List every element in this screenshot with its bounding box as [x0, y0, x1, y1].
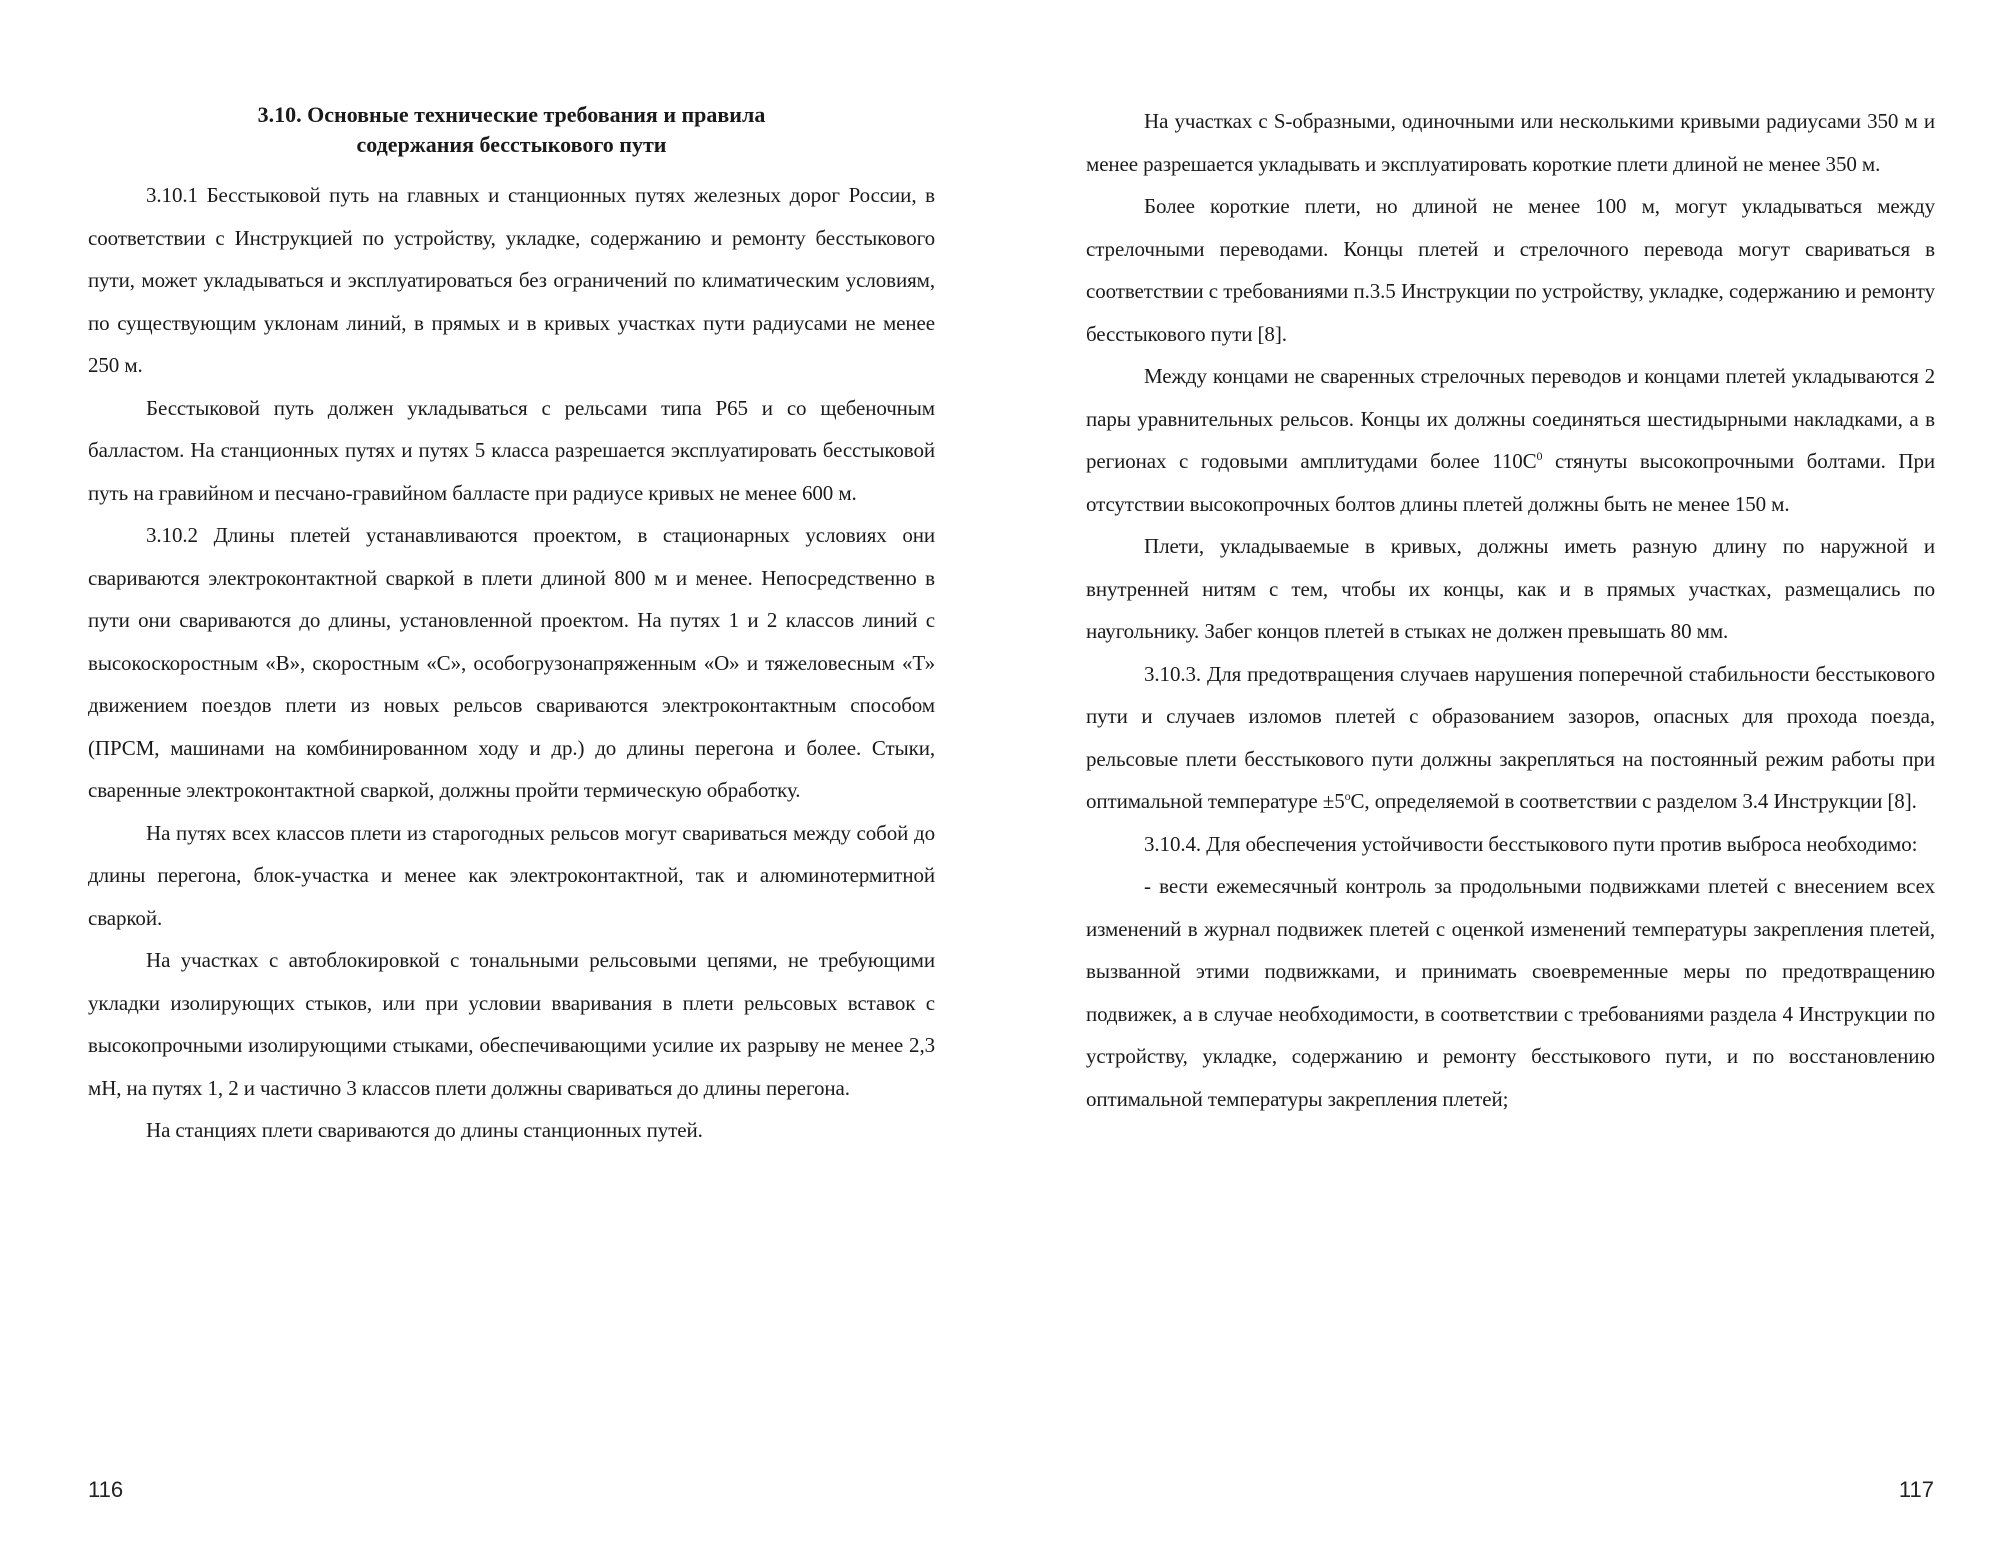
paragraph-3-10-3	[1086, 653, 1935, 823]
page-number-right: 117	[1898, 1477, 1934, 1502]
paragraph-monthly-control: - вести ежемесячный контроль за продольными подвижками плетей с внесением всех изменений в журнал подвижек плетей с оценкой изменений температуры закрепления плетей, вызванной этими подвижками, и принимать своевременные меры по предотвращению подвижек, а в случае необходимости, в соответствии с требованиями раздела 4 Инструкции по устройству, укладке, содержанию и ремонту бесстыкового пути, и по восстановлению оптимальной температуры закрепления плетей;	[1086, 874, 1935, 1111]
section-heading-line-2: содержания бесстыкового пути	[356, 132, 667, 157]
paragraph-expansion-rails	[1086, 355, 1935, 525]
superscript: о	[1344, 789, 1351, 803]
text-run: 3.10.3. Для предотвращения случаев нарушения поперечной стабильности бесстыкового пути и случаев изломов плетей с образованием зазоров, опасных для прохода поезда, рельсовые плети бесстыкового пути должны закрепляться на постоянный режим работы при оптимальной температуре ±5	[1086, 661, 1935, 813]
paragraph-3-10-2: 3.10.2 Длины плетей устанавливаются проектом, в стационарных условиях они свариваются электроконтактной сваркой в плети длиной 800 м и менее. Непосредственно в пути они свариваются до длины, установленной проектом. На путях 1 и 2 классов линий с высокоскоростным «В», скоростным «С», особогрузонапряженным «О» и тяжеловесным «Т» движением поездов плети из новых рельсов свариваются электроконтактным способом (ПРСМ, машинами на комбинированном ходу и др.) до длины перегона и более. Стыки, сваренные электроконтактной сваркой, должны пройти термическую обработку.	[88, 523, 935, 802]
left-text-column	[88, 100, 935, 1152]
right-page	[1000, 0, 2000, 1558]
paragraph-s-curves: На участках с S-образными, одиночными или несколькими кривыми радиусами 350 м и менее разрешается укладывать и эксплуатировать короткие плети длиной не менее 350 м.	[1086, 109, 1935, 176]
text-run: С, определяемой в соответствии с разделом 3.4 Инструкции [8].	[1350, 789, 1917, 813]
right-text-column	[1086, 100, 1935, 1120]
paragraph-short-strings: Более короткие плети, но длиной не менее 100 м, могут укладываться между стрелочными переводами. Концы плетей и стрелочного перевода могут свариваться в соответствии с требованиями п.3.5 Инструкции по устройству, укладке, содержанию и ремонту бесстыкового пути [8].	[1086, 194, 1935, 346]
text-run: Между концами не сваренных стрелочных переводов и концами плетей укладываются 2 пары уравнительных рельсов. Концы их должны соединяться шестидырными накладками, а в регионах с годовыми амплитудами более 110С	[1086, 364, 1935, 473]
section-heading-line-1: 3.10. Основные технические требования и правила	[257, 102, 766, 127]
paragraph-3-10-4: 3.10.4. Для обеспечения устойчивости бесстыкового пути против выброса необходимо:	[1144, 831, 1918, 856]
page-number-left: 116	[88, 1477, 124, 1502]
section-heading	[88, 100, 935, 160]
paragraph-3-10-1: 3.10.1 Бесстыковой путь на главных и станционных путях железных дорог России, в соответствии с Инструкцией по устройству, укладке, содержанию и ремонту бесстыкового пути, может укладываться и эксплуатироваться без ограничений по климатическим условиям, по существующим уклонам линий, в прямых и в кривых участках пути радиусами не менее 250 м.	[88, 183, 935, 377]
paragraph-rail-type: Бесстыковой путь должен укладываться с рельсами типа Р65 и со щебеночным балластом. На станционных путях и путях 5 класса разрешается эксплуатировать бесстыковой путь на гравийном и песчано-гравийном балласте при радиусе кривых не менее 600 м.	[88, 395, 935, 505]
paragraph-curves-length: Плети, укладываемые в кривых, должны иметь разную длину по наружной и внутренней нитям с тем, чтобы их концы, как и в прямых участках, размещались по наугольнику. Забег концов плетей в стыках не должен превышать 80 мм.	[1086, 534, 1935, 643]
paragraph-old-rails: На путях всех классов плети из старогодных рельсов могут свариваться между собой до длины перегона, блок-участка и менее как электроконтактной, так и алюминотермитной сваркой.	[88, 820, 935, 930]
superscript: 0	[1536, 449, 1543, 463]
paragraph-stations: На станциях плети свариваются до длины станционных путей.	[146, 1118, 703, 1142]
text-run: стянуты высокопрочными болтами. При отсутствии высокопрочных болтов длины плетей должны быть не менее 150 м.	[1086, 449, 1935, 516]
paragraph-autoblock: На участках с автоблокировкой с тональными рельсовыми цепями, не требующими укладки изолирующих стыков, или при условии вваривания в плети рельсовых вставок с высокопрочными изолирующими стыками, обеспечивающими усилие их разрыву не менее 2,3 мН, на путях 1, 2 и частично 3 классов плети должны свариваться до длины перегона.	[88, 948, 935, 1100]
